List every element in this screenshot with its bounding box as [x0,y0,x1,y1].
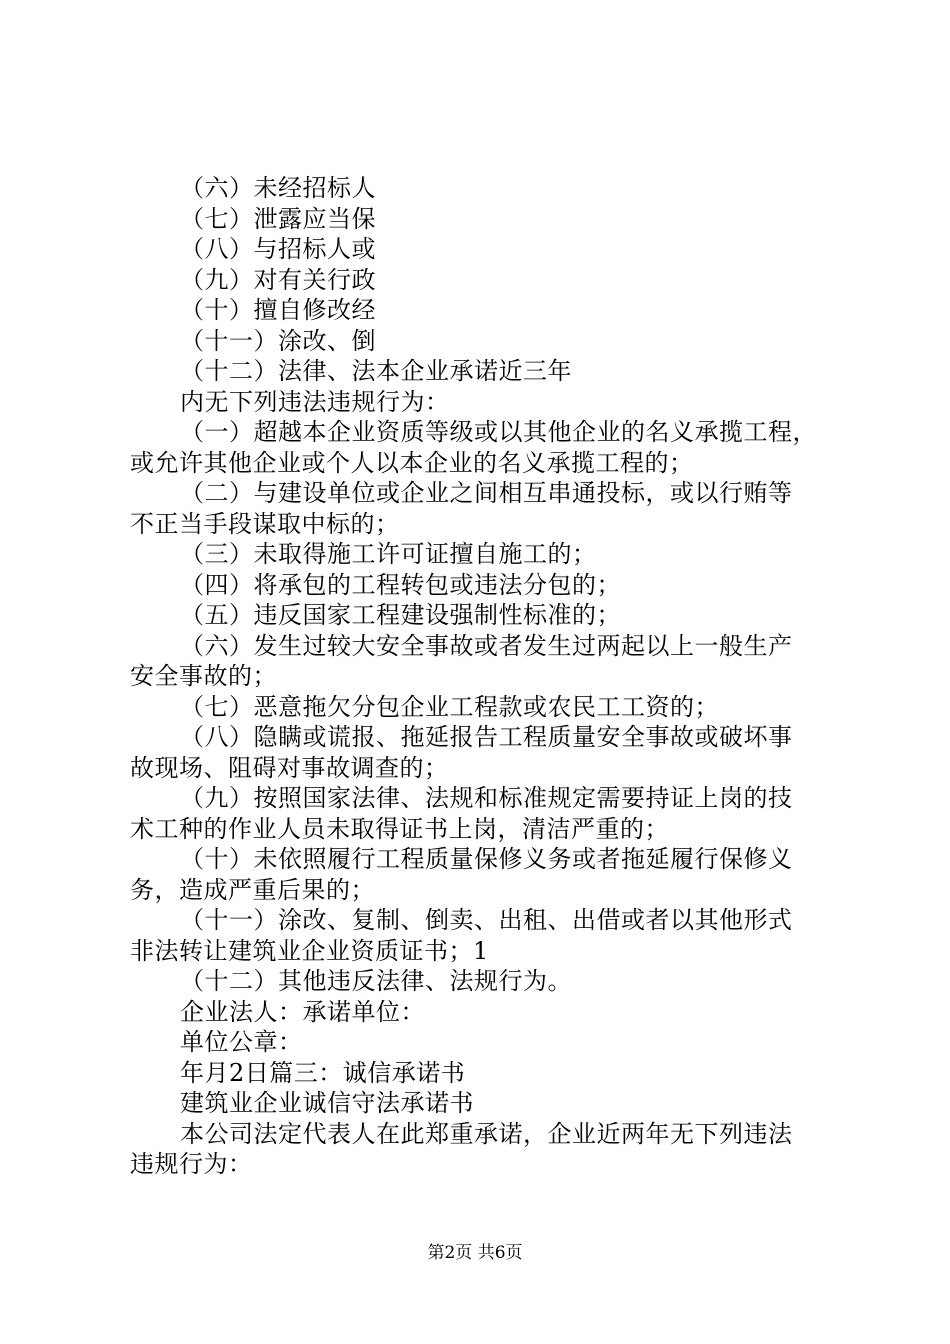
text-line: 本公司法定代表人在此郑重承诺，企业近两年无下列违法 [180,1119,793,1148]
text-line: 单位公章： [180,1028,303,1056]
text-line: （六）发生过较大安全事故或者发生过两起以上一般生产 [180,631,793,660]
text-line: （十一）涂改、倒 [180,326,376,355]
text-line: （五）违反国家工程建设强制性标准的； [180,601,621,629]
text-line: 违规行为： [130,1150,253,1178]
text-line: （八）隐瞒或谎报、拖延报告工程质量安全事故或破坏事 [180,723,793,751]
text-line: 故现场、阻碍对事故调查的； [130,753,449,782]
text-line: 或允许其他企业或个人以本企业的名义承揽工程的； [130,448,694,477]
text-line: （十一）涂改、复制、倒卖、出租、出借或者以其他形式 [180,906,793,934]
text-line: （三）未取得施工许可证擅自施工的； [180,540,597,568]
text-line: 企业法人：承诺单位： [180,997,425,1026]
text-line: （四）将承包的工程转包或违法分包的； [180,570,621,599]
text-line: （十二）其他违反法律、法规行为。 [180,967,572,995]
text-line: 术工种的作业人员未取得证书上岗，清洁严重的； [130,814,669,843]
text-line: 安全事故的； [130,662,277,690]
text-line: （九）按照国家法律、法规和标准规定需要持证上岗的技 [180,784,793,812]
text-line: （七）恶意拖欠分包企业工程款或农民工工资的； [180,692,719,721]
page-footer: 第2页 共6页 [427,1243,523,1263]
text-line: 非法转让建筑业企业资质证书；1 [130,936,489,965]
text-line: 务，造成严重后果的； [130,875,375,904]
text-line: 内无下列违法违规行为： [180,387,450,416]
text-line: 建筑业企业诚信守法承诺书 [180,1089,474,1117]
document-body [130,173,835,1180]
text-line: （七）泄露应当保 [180,204,376,233]
text-line: （二）与建设单位或企业之间相互串通投标，或以行贿等 [180,479,793,507]
text-line: 不正当手段谋取中标的； [130,509,400,538]
text-line: （六）未经招标人 [180,174,376,202]
text-line: （十二）法律、法本企业承诺近三年 [180,357,572,385]
text-line: （九）对有关行政 [180,265,376,294]
text-line: （十）擅自修改经 [180,296,376,324]
text-line: （八）与招标人或 [180,235,376,263]
text-line: 年月2日篇三：诚信承诺书 [180,1058,466,1087]
text-line: （十）未依照履行工程质量保修义务或者拖延履行保修义 [180,845,793,873]
text-line: （一）超越本企业资质等级或以其他企业的名义承揽工程， [180,418,817,446]
